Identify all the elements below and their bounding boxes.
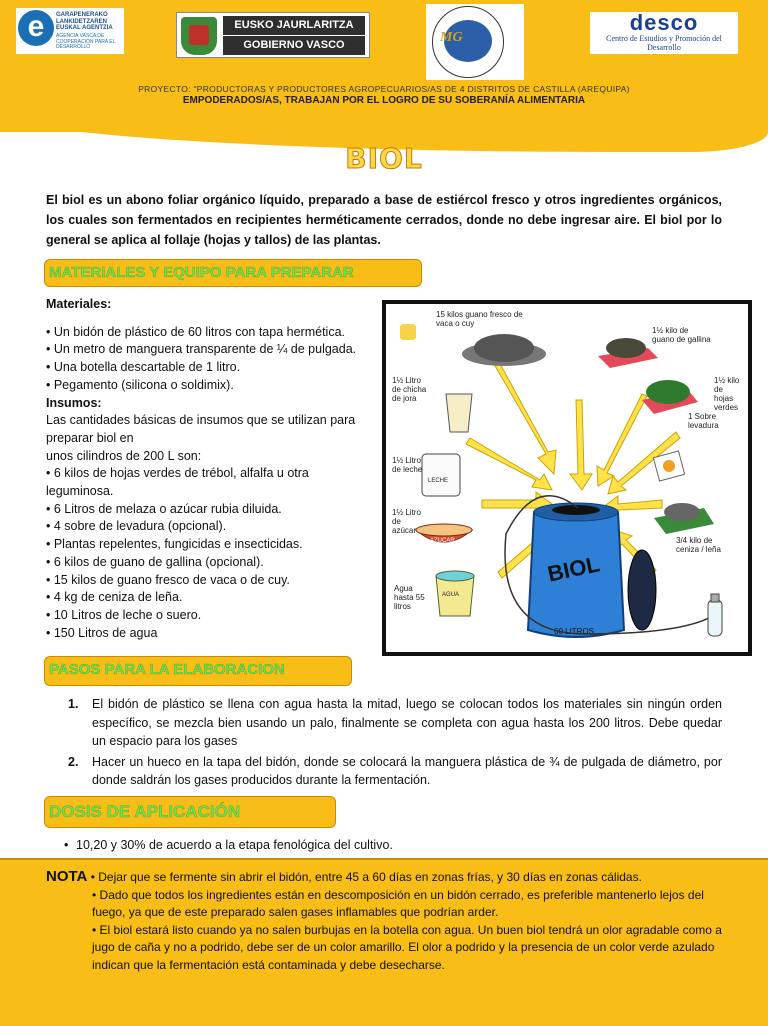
green-leaves-pile bbox=[642, 380, 698, 414]
list-item: • 10 Litros de leche o suero. bbox=[46, 607, 202, 622]
gobierno-vasco-logo: EUSKO JAURLARITZA GOBIERNO VASCO bbox=[176, 12, 370, 58]
water-bottle bbox=[708, 594, 722, 636]
list-item: • 6 kilos de guano de gallina (opcional). bbox=[46, 554, 264, 569]
note-label: NOTA bbox=[46, 868, 88, 885]
chicha-glass bbox=[446, 394, 472, 432]
page-title: BIOL bbox=[345, 142, 423, 175]
desco-logo: desco Centro de Estudios y Promoción del Desarrollo bbox=[590, 12, 738, 54]
chicken-manure-pile bbox=[598, 338, 658, 368]
intro-paragraph: El biol es un abono foliar orgánico líquido, preparado a base de estiércol fresco y otros ingredientes orgánicos, los cuales son fermentados en recipientes herméticamente cerrados, donde no debe ingresar aire. El biol por lo general se aplica al follaje (hojas y tallos) de las plantas. bbox=[46, 193, 722, 247]
list-item: • 4 kg de ceniza de leña. bbox=[46, 590, 183, 605]
list-item: • 4 sobre de levadura (opcional). bbox=[46, 519, 227, 534]
list-item: • Una botella descartable de 1 litro. bbox=[46, 360, 241, 375]
ash-pile bbox=[654, 503, 714, 534]
label-green-leaves: 1½ kilo de hojas verdes bbox=[714, 376, 740, 412]
list-item: • Plantas repelentes, fungicidas e insecticidas. bbox=[46, 537, 303, 552]
water-tub bbox=[436, 571, 474, 616]
project-line-2: EMPODERADOS/AS, TRABAJAN POR EL LOGRO DE SU SOBERANÍA ALIMENTARIA bbox=[182, 95, 586, 106]
list-item: • Pegamento (silicona o soldimix). bbox=[46, 377, 234, 392]
list-item: • 15 kilos de guano fresco de vaca o de cuy. bbox=[46, 572, 290, 587]
list-item: • Un metro de manguera transparente de ¼ de pulgada. bbox=[46, 342, 357, 357]
step-item: 1. El bidón de plástico se llena con agua hasta la mitad, luego se colocan todos los materiales sin ningún orden específico, se mezcla bien usando un palo, finalmente se completa con agua hasta los 200 litros. Debe quedar un espacio para los gases bbox=[68, 697, 722, 748]
note-text: NOTA • Dejar que se fermente sin abrir el bidón, entre 45 a 60 días en zonas frías, y 30 días en zonas cálidas. • Dado que todos los ingredientes están en descomposición en un bidón cerrado, es preferible mantenerlo lejos del fuego, ya que de este preparado salen gases inflamables que podrían arder. • El biol estará listo cuando ya no salen burbujas en la botella con agua. Un buen biol tendrá un olor agradable como a jugo de caña y no a podrido, debe ser de un color amarillo. El olor a podrido y la presencia de un color verde azulado indican que la fermentación está contaminada y debe desecharse. bbox=[46, 868, 722, 974]
insumos-intro: unos cilindros de 200 L son: bbox=[46, 448, 202, 463]
list-item: • 6 Litros de melaza o azúcar rubia diluida. bbox=[46, 501, 282, 516]
label-water: Agua hasta 55 litros bbox=[394, 584, 425, 611]
label-chicha: 1½ Litro de chicha de jora bbox=[392, 376, 427, 403]
steps-list bbox=[66, 695, 722, 792]
label-chicken-manure: 1½ kilo de guano de gallina bbox=[652, 326, 711, 344]
milk-jar bbox=[422, 454, 460, 496]
label-ash: 3/4 kilo de ceniza / leña bbox=[676, 536, 721, 554]
materials-heading: Materiales: bbox=[46, 297, 112, 311]
list-item: • 6 kilos de hojas verdes de trébol, alfalfa u otra leguminosa. bbox=[46, 466, 309, 499]
note-paragraph: • Dado que todos los ingredientes están en descomposición en un bidón cerrado, es preferible mantenerlo lejos del fuego, ya que de este preparado salen gases inflamables que podrían arder. bbox=[92, 887, 704, 919]
section-steps-title: PASOS PARA LA ELABORACION bbox=[44, 656, 352, 686]
dose-item: • 10,20 y 30% de acuerdo a la etapa fenológica del cultivo. bbox=[64, 838, 393, 852]
note-paragraph: • El biol estará listo cuando ya no salen burbujas en la botella con agua. Un buen biol tendrá un olor agradable como a jugo de caña y no a podrido, debe ser de un color amarillo. El olor a podrido y la presencia de un color verde azulado indican que la fermentación está contaminada y debe desecharse. bbox=[92, 922, 722, 972]
step-item: 2. Hacer un hueco en la tapa del bidón, donde se colocará la manguera plástica de ¾ de pulgada de diámetro, por donde saldrán los gases producidos durante la fermentación. bbox=[68, 754, 722, 787]
label-milk: 1½ Litro de leche bbox=[392, 456, 423, 474]
svg-text:BIOL: BIOL bbox=[545, 551, 602, 587]
label-yeast: 1 Sobre levadura bbox=[688, 412, 719, 430]
mugen-gainetik-logo: MG bbox=[426, 4, 524, 80]
svg-text:AZUCAR: AZUCAR bbox=[430, 538, 455, 544]
label-sugar: 1½ Litro de azúcar bbox=[392, 508, 421, 535]
insumos-heading: Insumos: bbox=[46, 395, 102, 410]
biol-barrel bbox=[528, 503, 624, 637]
insumos-intro: Las cantidades básicas de insumos que se utilizan para preparar biol en bbox=[46, 413, 356, 445]
svg-text:AGUA: AGUA bbox=[442, 592, 460, 598]
cow-manure-pile bbox=[462, 334, 546, 366]
materials-list bbox=[46, 296, 376, 642]
list-item: • 150 Litros de agua bbox=[46, 625, 158, 640]
euskal-agentzia-logo: e GARAPENERAKO LANKIDETZAREN EUSKAL AGENTZIA AGENCIA VASCA DE COOPERACIÓN PARA EL DESARROLLO bbox=[16, 8, 124, 54]
label-cow-manure: 15 kilos guano fresco de vaca o cuy bbox=[436, 310, 523, 328]
biol-illustration bbox=[382, 300, 752, 656]
svg-text:LECHE: LECHE bbox=[428, 478, 449, 484]
list-item: • Un bidón de plástico de 60 litros con tapa hermética. bbox=[46, 324, 345, 339]
project-line-1: PROYECTO: "PRODUCTORAS Y PRODUCTORES AGROPECUARIOS/AS DE 4 DISTRITOS DE CASTILLA (AREQUIPA) bbox=[138, 84, 630, 94]
section-materials-title: MATERIALES Y EQUIPO PARA PREPARAR bbox=[44, 259, 422, 287]
ingredients-drawing bbox=[386, 304, 748, 652]
note-icon bbox=[400, 324, 416, 340]
coat-of-arms-icon bbox=[181, 17, 217, 55]
svg-text:60 LITROS: 60 LITROS bbox=[554, 627, 595, 636]
section-dose-title: DOSIS DE APLICACIÓN bbox=[44, 796, 336, 828]
barrel-lid bbox=[628, 550, 656, 630]
